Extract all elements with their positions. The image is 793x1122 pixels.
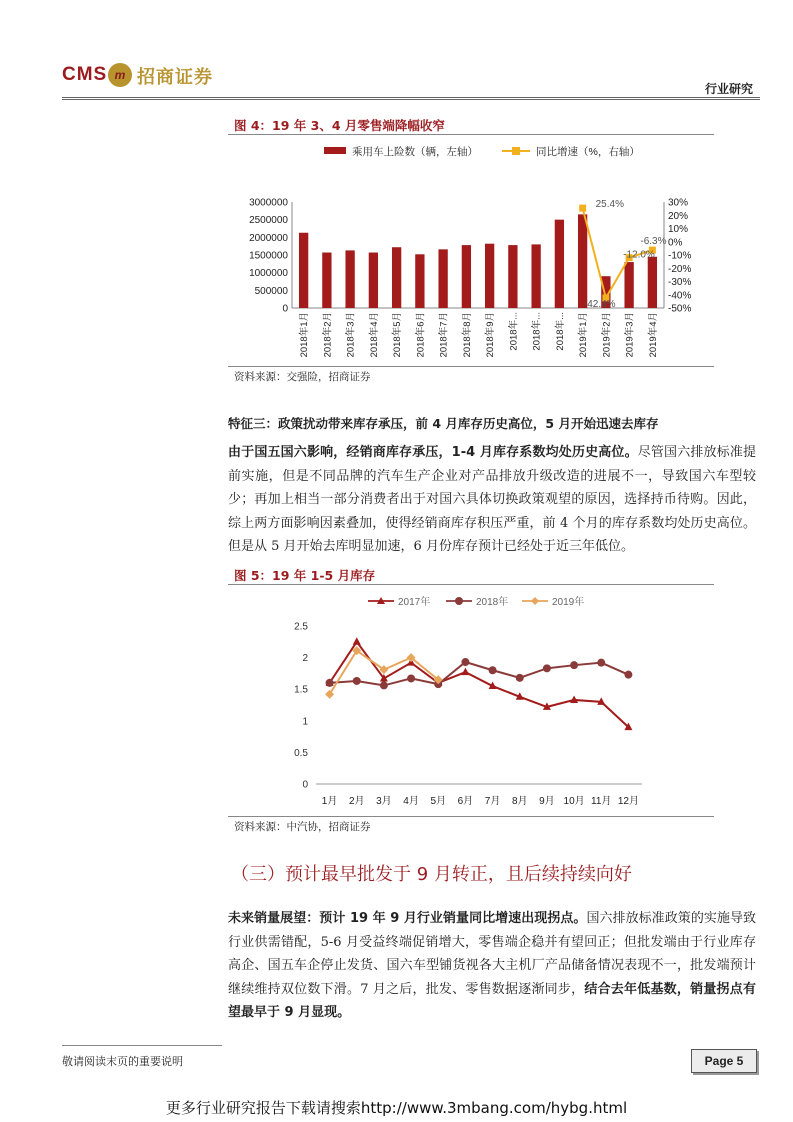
bar: [508, 245, 517, 308]
legend-marker-circle: [455, 597, 463, 605]
legend-marker-line: [512, 147, 520, 155]
y-tick-label: 0.5: [294, 747, 308, 759]
legend-label: 2018年: [476, 597, 509, 608]
figure5-bottom-rule: [228, 816, 714, 817]
x-tick-label: 2018年7月: [438, 312, 450, 358]
outlook-lead: 未来销量展望：预计 19 年 9 月行业销量同比增速出现拐点。: [228, 911, 587, 926]
bar: [345, 250, 354, 308]
bar: [392, 247, 401, 308]
bar: [462, 245, 471, 308]
bar: [369, 253, 378, 308]
right-tick-label: -20%: [668, 263, 692, 275]
outlook-paragraph: [228, 907, 756, 1025]
left-tick-label: 1500000: [249, 250, 288, 262]
data-point-2018: [461, 658, 469, 666]
right-tick-label: 20%: [668, 210, 689, 222]
brand-logo-icon: m: [108, 63, 132, 87]
x-tick-label: 6月: [457, 796, 474, 807]
x-tick-label: 9月: [539, 796, 555, 807]
left-tick-label: 3000000: [249, 197, 288, 209]
bar: [648, 257, 657, 308]
data-point-2018: [380, 681, 388, 689]
data-point-2017: [353, 637, 361, 645]
x-tick-label: 2018年...: [508, 312, 520, 351]
x-tick-label: 2019年1月: [578, 312, 590, 358]
figure4-title: 图 4：19 年 3、4 月零售端降幅收窄: [234, 118, 445, 133]
x-tick-label: 2019年3月: [624, 312, 636, 358]
x-tick-label: 2018年3月: [345, 312, 357, 358]
x-tick-label: 2018年4月: [368, 312, 380, 358]
x-tick-label: 3月: [376, 796, 392, 807]
left-tick-label: 500000: [254, 285, 288, 297]
y-tick-label: 1.5: [294, 684, 308, 696]
left-tick-label: 1000000: [249, 268, 288, 280]
footer-divider: [62, 1045, 222, 1046]
x-tick-label: 12月: [617, 796, 639, 807]
x-tick-label: 2018年2月: [322, 312, 334, 358]
data-point-2018: [543, 664, 551, 672]
bar: [485, 244, 494, 308]
x-tick-label: 2018年1月: [299, 312, 311, 358]
bar: [438, 249, 447, 308]
yoy-data-label: -42.4%: [583, 298, 616, 310]
x-tick-label: 4月: [403, 796, 419, 807]
x-tick-label: 7月: [484, 796, 501, 807]
right-tick-label: 30%: [668, 197, 689, 209]
bar: [624, 262, 633, 308]
header-divider-2: [62, 99, 760, 100]
bar: [322, 253, 331, 308]
right-tick-label: -50%: [668, 303, 692, 315]
x-tick-label: 2月: [348, 796, 365, 807]
data-point-2018: [570, 661, 578, 669]
x-tick-label: 8月: [511, 796, 528, 807]
yoy-data-label: 25.4%: [595, 199, 624, 211]
data-point-2019: [325, 690, 334, 699]
x-tick-label: 2018年8月: [461, 312, 473, 358]
data-point-2018: [597, 659, 605, 667]
bar: [578, 214, 587, 308]
yoy-point: [579, 205, 586, 212]
bar: [415, 254, 424, 308]
figure5-title-rule: [228, 584, 714, 585]
data-point-2018: [624, 671, 632, 679]
legend-marker-diamond: [531, 597, 539, 605]
x-tick-label: 2018年...: [531, 312, 543, 351]
left-tick-label: 0: [282, 303, 288, 315]
y-tick-label: 1: [302, 716, 308, 728]
right-tick-label: -30%: [668, 277, 692, 288]
right-tick-label: -10%: [668, 250, 692, 262]
footer-note: 敬请阅读末页的重要说明: [62, 1055, 183, 1068]
right-tick-label: 0%: [668, 237, 683, 249]
bar: [555, 220, 564, 308]
section-label: 行业研究: [704, 82, 753, 96]
figure5-chart: [228, 586, 714, 816]
y-tick-label: 0: [302, 779, 308, 791]
yoy-data-label: -12.0%: [623, 249, 655, 261]
data-point-2018: [326, 679, 334, 687]
x-tick-label: 2018年9月: [485, 312, 497, 358]
right-tick-label: -40%: [668, 290, 692, 302]
figure4-title-rule: [228, 134, 714, 135]
x-tick-label: 1月: [321, 796, 338, 807]
data-point-2018: [516, 674, 524, 682]
x-tick-label: 2019年4月: [647, 312, 659, 358]
legend-label: 2019年: [552, 597, 585, 608]
x-tick-label: 2019年2月: [601, 312, 613, 358]
brand-name: 招商证券: [137, 67, 213, 88]
y-tick-label: 2.5: [294, 621, 308, 633]
feature3-body: 尽管国六排放标准提前实施，但是不同品牌的汽车生产企业对产品排放升级改造的进展不一，导致国六车型较少；再加上相当一部分消费者出于对国六具体切换政策观望的原因，选择持币待购。因此，综上两方面影响因素叠加，使得经销商库存积压严重，前 4 个月的库存系数均处历史高位。但是从 5 月开始去库明显加速，6 月份库存预计已经处于近三年低位。: [228, 445, 756, 554]
left-tick-label: 2500000: [249, 215, 288, 227]
page-number: Page 5: [691, 1049, 757, 1073]
legend-swatch-bar: [324, 147, 346, 154]
legend-label-bar: 乘用车上险数（辆，左轴）: [352, 146, 478, 158]
figure4-chart: [228, 136, 714, 368]
data-point-2017: [461, 668, 469, 676]
figure5-title: 图 5：19 年 1-5 月库存: [234, 568, 376, 583]
feature3-paragraph: [228, 441, 756, 559]
figure5-source: 资料来源：中汽协，招商证券: [234, 821, 371, 833]
legend-label-line: 同比增速（%，右轴）: [536, 146, 640, 158]
figure4-bottom-rule: [228, 366, 714, 367]
x-tick-label: 5月: [430, 796, 447, 807]
data-point-2018: [353, 677, 361, 685]
x-tick-label: 10月: [563, 796, 585, 807]
figure4-source: 资料来源：交强险，招商证券: [234, 371, 371, 383]
x-tick-label: 2018年...: [554, 312, 566, 351]
x-tick-label: 2018年5月: [392, 312, 404, 358]
right-tick-label: 10%: [668, 224, 689, 235]
legend-label: 2017年: [398, 597, 431, 608]
bar: [531, 244, 540, 308]
header-divider: [62, 97, 760, 98]
feature3-heading: 特征三：政策扰动带来库存承压，前 4 月库存历史高位，5 月开始迅速去库存: [228, 416, 659, 431]
data-point-2018: [489, 666, 497, 674]
section3-title: （三）预计最早批发于 9 月转正，且后续持续向好: [231, 864, 632, 885]
data-point-2018: [407, 674, 415, 682]
download-banner: 更多行业研究报告下载请搜索http://www.3mbang.com/hybg.html: [165, 1099, 628, 1117]
brand-logo-text: CMS: [62, 64, 108, 85]
outlook-body: 国六排放标准政策的实施导致行业供需错配，5-6 月受益终端促销增大，零售端企稳并有望回正；但批发端由于行业库存高企、国五车企停止发货、国六车型铺货视各大主机厂产品储备情况表现不一，批发端预计继续维持双位数下滑。7 月之后，批发、零售数据逐渐同步，: [228, 911, 756, 997]
yoy-data-label: -6.3%: [640, 236, 667, 248]
left-tick-label: 2000000: [249, 232, 288, 244]
bar: [299, 233, 308, 308]
x-tick-label: 2018年6月: [415, 312, 427, 358]
outlook-tail: 结合去年低基数，销量拐点有望最早于 9 月显现。: [228, 981, 756, 1020]
x-tick-label: 11月: [591, 796, 612, 807]
y-tick-label: 2: [302, 653, 308, 665]
feature3-lead: 由于国五国六影响，经销商库存承压，1-4 月库存系数均处历史高位。: [228, 445, 638, 460]
